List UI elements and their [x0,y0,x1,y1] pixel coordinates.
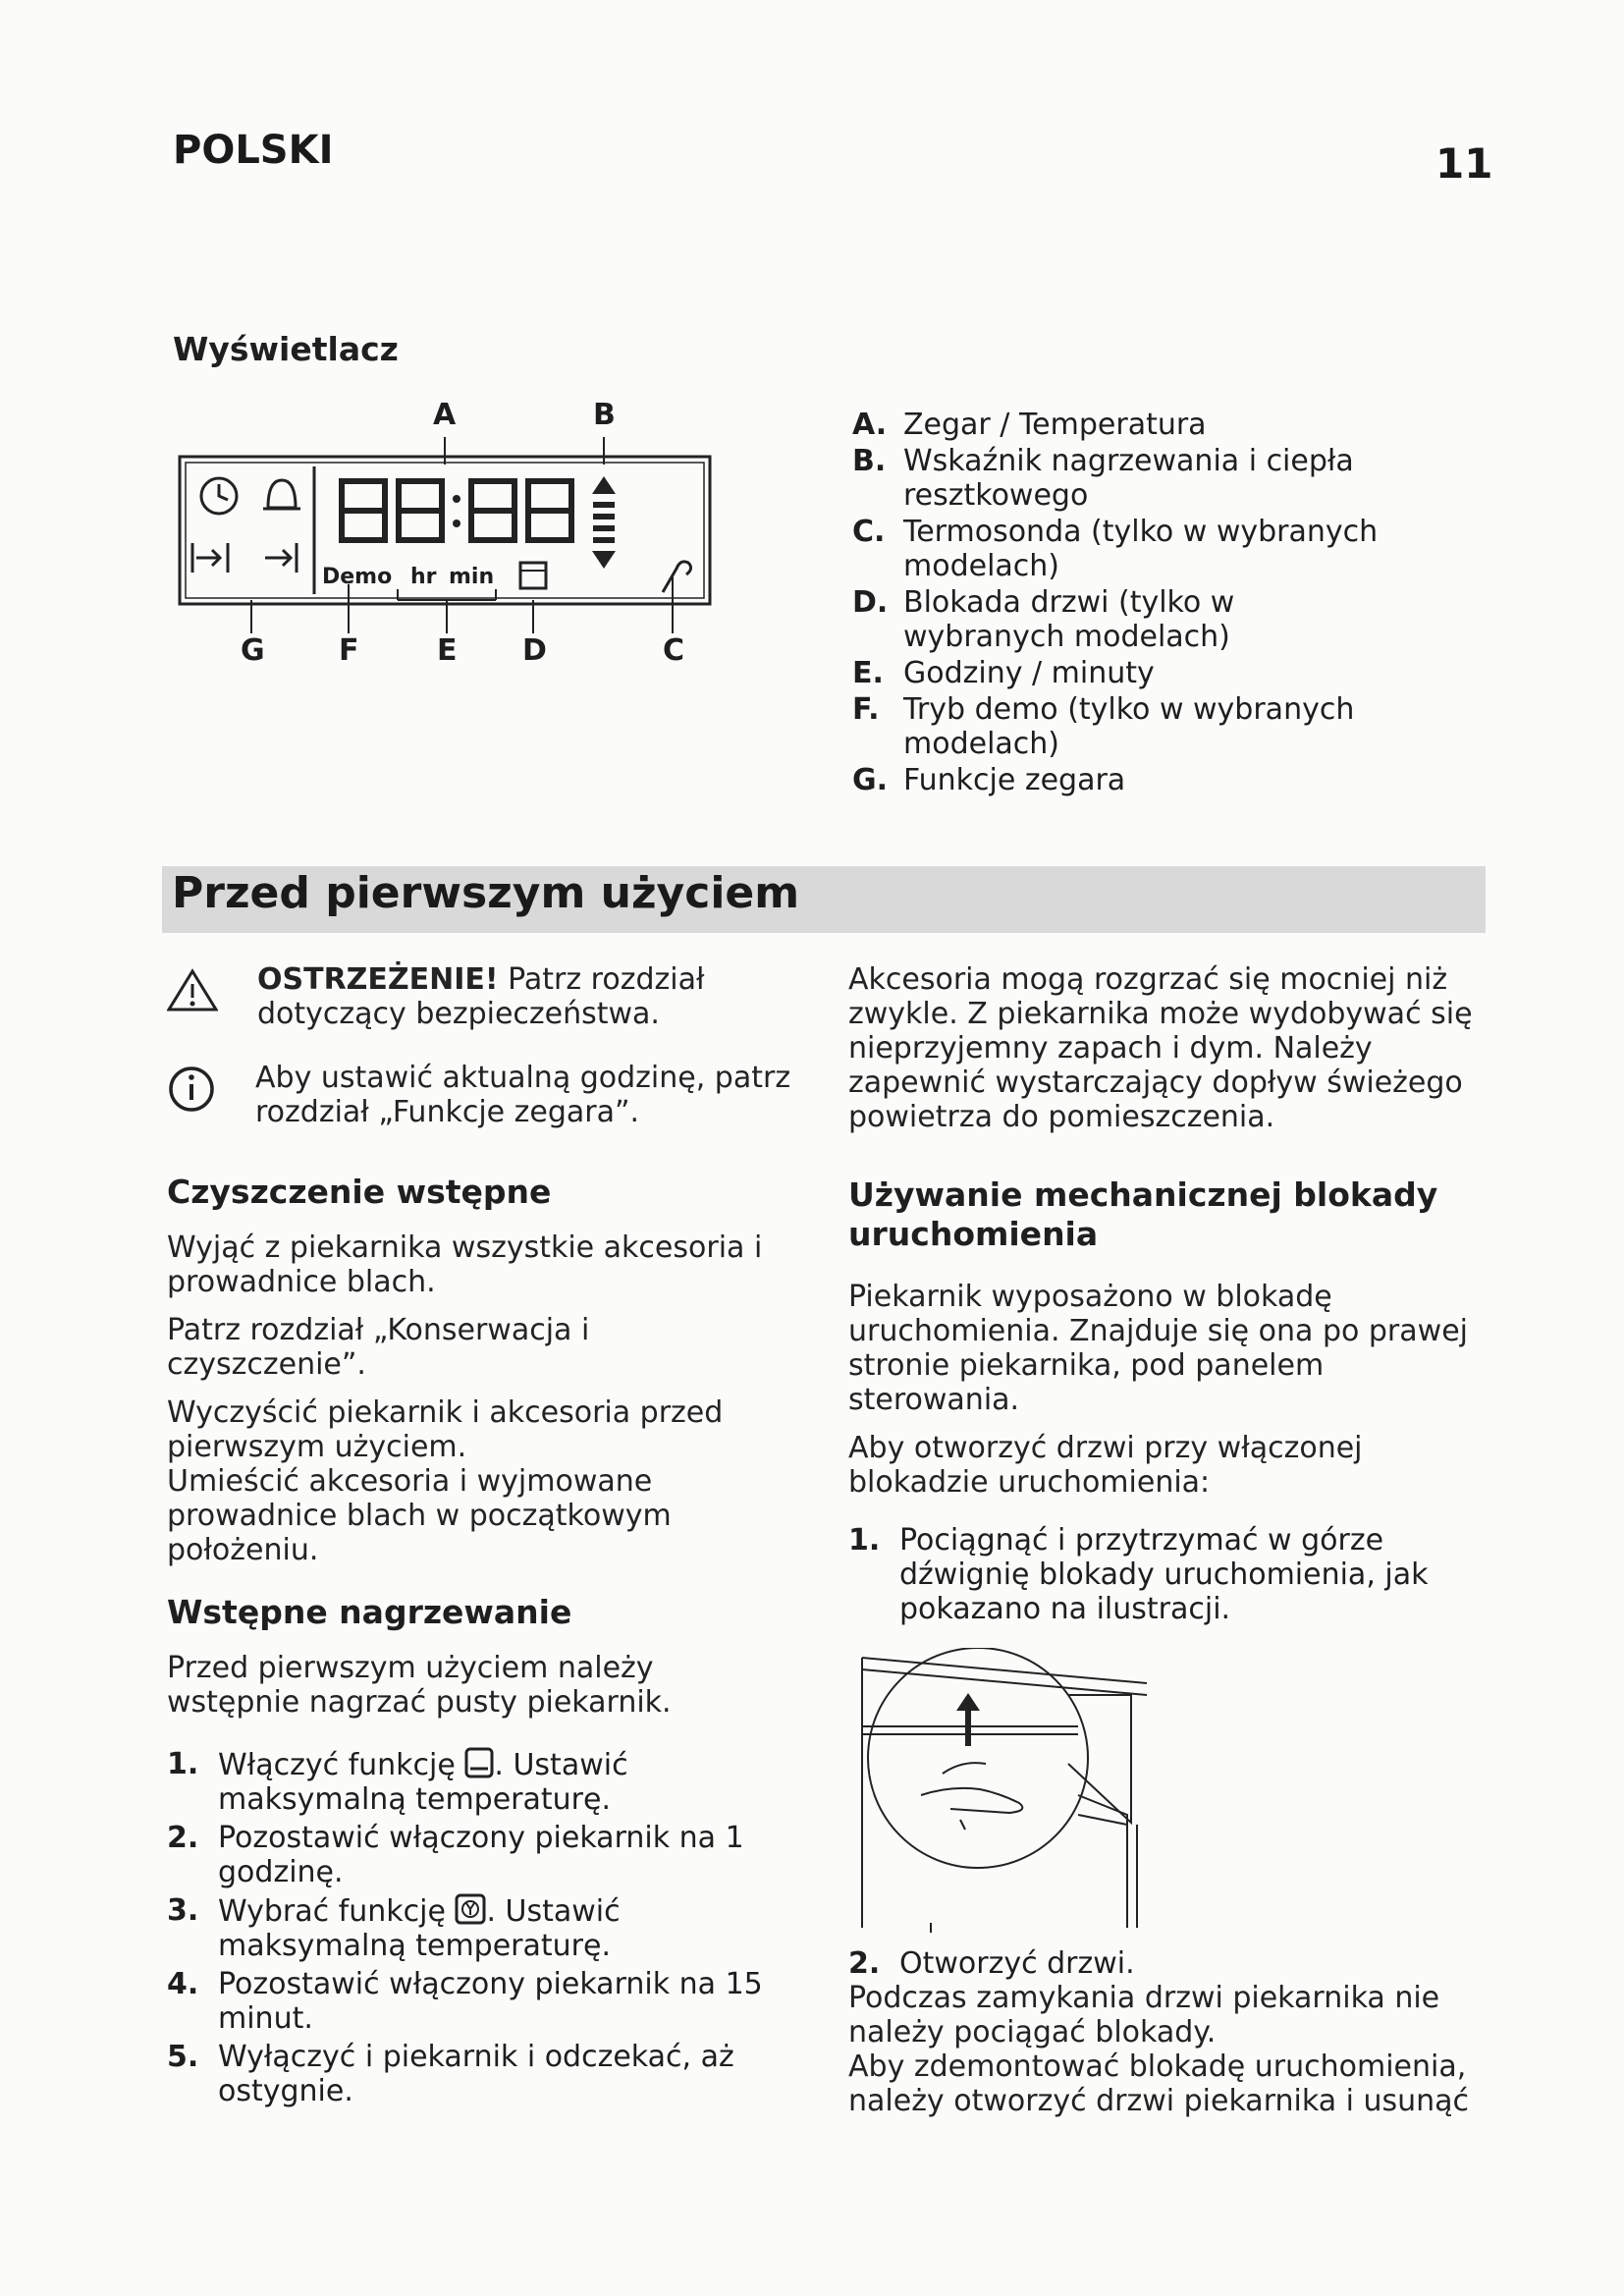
lock-p2: Aby otworzyć drzwi przy włączonej blokadzie uruchomienia: [848,1431,1363,1500]
legend-item: E. Godziny / minuty [852,656,1155,690]
list-item: 1. Pociągnąć i przytrzymać w górze dźwignię blokady uruchomienia, jak pokazano na ilustracji. [848,1523,1429,1626]
page-number: 11 [1435,139,1493,188]
preheating-heading: Wstępne nagrzewanie [167,1593,572,1631]
preheating-intro: Przed pierwszym użyciem należy wstępnie nagrzać pusty piekarnik. [167,1651,672,1720]
page-language: POLSKI [173,128,334,173]
left-column [167,962,795,2112]
lock-p4: Aby zdemontować blokadę uruchomienia, należy otworzyć drzwi piekarnika i usunąć [848,2050,1470,2118]
lock-p3: Podczas zamykania drzwi piekarnika nie należy pociągać blokady. [848,1981,1440,2050]
duration-icons [192,543,297,573]
legend-item: D. Blokada drzwi (tylko w wybranych modelach) [852,585,1235,654]
warning-note [167,962,795,1031]
diagram-label-c: C [663,633,685,668]
door-lock-icon [520,563,546,588]
warning-text: Patrz rozdział dotyczący bezpieczeństwa. [257,962,705,1031]
accessories-note: Akcesoria mogą rozgrzać się mocniej niż zwykle. Z piekarnika może wydobywać się nieprzyjemny zapach i dym. Należy zapewnić wystarczający dopływ świeżego powietrza do pomieszczenia. [848,962,1473,1134]
right-column [848,962,1487,2118]
lock-heading: Używanie mechanicznej blokady uruchomienia [848,1175,1438,1253]
legend-item: A. Zegar / Temperatura [852,408,1207,442]
section-band [162,866,1486,933]
list-item: 2. Pozostawić włączony piekarnik na 1 godzinę. [167,1821,744,1889]
diagram-label-a: A [433,398,457,432]
diagram-label-f: F [339,633,359,668]
hr-label: hr [410,565,437,589]
door-lock-illustration [852,1648,1147,1933]
info-icon [167,1065,216,1114]
meat-probe-icon [663,562,691,592]
clock-digits [342,481,571,540]
list-item: 3. Wybrać funkcję . Ustawić maksymalną temperaturę. [167,1893,621,1963]
top-bottom-heat-icon [464,1747,494,1778]
list-item: 5. Wyłączyć i piekarnik i odczekać, aż ostygnie. [167,2040,734,2108]
cleaning-p3: Wyczyścić piekarnik i akcesoria przed pierwszym użyciem. [167,1395,724,1464]
fan-heat-icon [455,1893,486,1925]
cleaning-p4: Umieścić akcesoria i wyjmowane prowadnice blach w początkowym położeniu. [167,1464,672,1567]
display-diagram [147,398,727,683]
legend-item: F. Tryb demo (tylko w wybranych modelach) [852,692,1355,761]
cleaning-p1: Wyjąć z piekarnika wszystkie akcesoria i prowadnice blach. [167,1230,763,1299]
list-item: 2. Otworzyć drzwi. [848,1946,1135,1981]
info-note [167,1061,795,1129]
cleaning-heading: Czyszczenie wstępne [167,1173,552,1211]
diagram-label-b: B [593,398,616,432]
display-heading: Wyświetlacz [173,330,399,368]
info-text: Aby ustawić aktualną godzinę, patrz rozdział „Funkcje zegara”. [255,1061,791,1129]
bell-icon [268,480,296,508]
warning-bold: OSTRZEŻENIE! [257,962,499,997]
display-legend [852,408,1402,799]
diagram-label-d: D [522,633,547,668]
demo-label: Demo [322,565,393,589]
legend-item: C. Termosonda (tylko w wybranych modelach) [852,515,1379,583]
list-item: 1. Włączyć funkcję . Ustawić maksymalną temperaturę. [167,1747,628,1817]
diagram-label-g: G [241,633,265,668]
diagram-label-e: E [437,633,458,668]
min-label: min [449,565,495,589]
section-title: Przed pierwszym użyciem [172,868,800,918]
list-item: 4. Pozostawić włączony piekarnik na 15 minut. [167,1967,763,2036]
heat-indicator-icon [592,476,616,569]
legend-item: B. Wskaźnik nagrzewania i ciepła resztkowego [852,444,1354,513]
legend-item: G. Funkcje zegara [852,763,1126,797]
warning-icon [167,968,218,1011]
cleaning-p2: Patrz rozdział „Konserwacja i czyszczenie”. [167,1313,590,1382]
lock-p1: Piekarnik wyposażono w blokadę uruchomienia. Znajduje się ona po prawej stronie piekarnika, pod panelem sterowania. [848,1280,1468,1417]
